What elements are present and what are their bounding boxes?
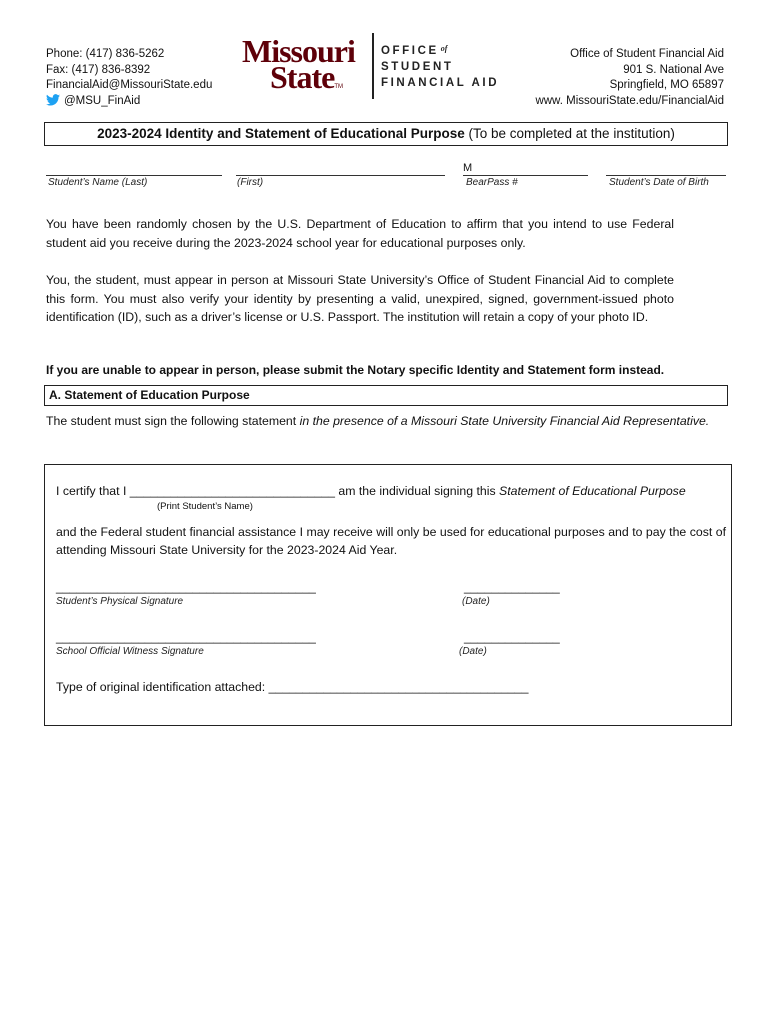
twitter-handle[interactable] — [46, 94, 212, 110]
section-a-heading: A. Statement of Education Purpose — [44, 385, 728, 406]
office-name: Office of Student Financial Aid — [570, 48, 724, 60]
missouri-state-logo — [242, 33, 355, 100]
section-a-intro — [46, 412, 726, 431]
id-type-field[interactable]: Type of original identification attached: ______________________________________ — [56, 680, 529, 694]
fax-number: Fax: (417) 836-8392 — [46, 63, 151, 76]
witness-date-label: (Date) — [459, 646, 487, 657]
logo-tm: TM — [334, 84, 343, 90]
bearpass-label: BearPass # — [466, 177, 518, 188]
last-name-label: Student’s Name (Last) — [48, 177, 148, 188]
in-person-paragraph: You, the student, must appear in person at Missouri State University’s Office of Student Financial Aid to complete this form. You must also verify your identity by presenting a valid, unexpired, signed, government-issued photo identification (ID), such as a driver’s license or U.S. Passport. The institution will retain a copy of your photo ID. — [46, 273, 674, 324]
email-address[interactable]: FinancialAid@MissouriState.edu — [46, 79, 213, 91]
student-signature-line[interactable]: ______________________________________ — [56, 580, 316, 594]
twitter-handle-text: @MSU_FinAid — [64, 94, 141, 107]
witness-date-line[interactable]: ______________ — [464, 630, 560, 644]
first-name-label: (First) — [237, 177, 264, 188]
certification-statement: and the Federal student financial assistance I may receive will only be used for educational purposes and to pay the cost of attending Missouri State University for the 2023-2024 Aid Year. — [56, 525, 726, 557]
contact-info — [46, 47, 212, 109]
website-link[interactable]: www. MissouriState.edu/FinancialAid — [535, 94, 724, 107]
section-a-intro-plain: The student must sign the following statement — [46, 414, 300, 428]
logo-state: State — [270, 59, 335, 95]
intro-paragraph: You have been randomly chosen by the U.S. Department of Education to affirm that you intend to use Federal student aid you receive during the 2023-2024 school year for educational purposes only. — [46, 217, 674, 250]
title-main: 2023-2024 Identity and Statement of Educational Purpose — [97, 126, 465, 141]
dob-label: Student’s Date of Birth — [609, 177, 709, 188]
dob-line[interactable] — [606, 174, 726, 176]
logo-financial-aid: FINANCIAL AID — [381, 77, 500, 89]
student-date-label: (Date) — [462, 596, 490, 607]
student-signature-label: Student’s Physical Signature — [56, 596, 184, 607]
logo-student: STUDENT — [381, 61, 454, 73]
print-name-field[interactable] — [136, 482, 334, 500]
m-prefix: M — [463, 162, 473, 174]
section-a-intro-italic: in the presence of a Missouri State University Financial Aid Representative. — [299, 414, 710, 428]
address-line-2: Springfield, MO 65897 — [609, 79, 724, 91]
print-name-label: (Print Student’s Name) — [157, 501, 253, 512]
last-name-line[interactable] — [46, 174, 222, 176]
twitter-icon — [46, 94, 60, 106]
bearpass-line[interactable] — [463, 174, 588, 176]
student-date-line[interactable]: ______________ — [464, 580, 560, 594]
logo-divider — [372, 33, 374, 99]
address-line-1: 901 S. National Ave — [623, 63, 724, 76]
certify-italic: Statement of Educational Purpose — [499, 484, 686, 498]
witness-signature-label: School Official Witness Signature — [56, 646, 204, 657]
logo-of: of — [440, 44, 448, 53]
logo-state-line — [242, 59, 355, 100]
office-logo-text — [381, 41, 499, 91]
notary-note: If you are unable to appear in person, please submit the Notary specific Identity and Statement form instead. — [46, 363, 665, 377]
logo-office: OFFICE — [381, 45, 439, 57]
title-sub: (To be completed at the institution) — [464, 126, 675, 141]
certify-prefix: I certify that I ______________________________ am the individual signing this — [56, 484, 500, 498]
phone-number: Phone: (417) 836-5262 — [46, 48, 165, 60]
first-name-line[interactable] — [236, 174, 445, 176]
logo-missouri: Missouri — [242, 33, 355, 69]
form-title — [44, 122, 728, 146]
office-address — [535, 47, 724, 109]
witness-signature-line[interactable]: ______________________________________ — [56, 630, 316, 644]
